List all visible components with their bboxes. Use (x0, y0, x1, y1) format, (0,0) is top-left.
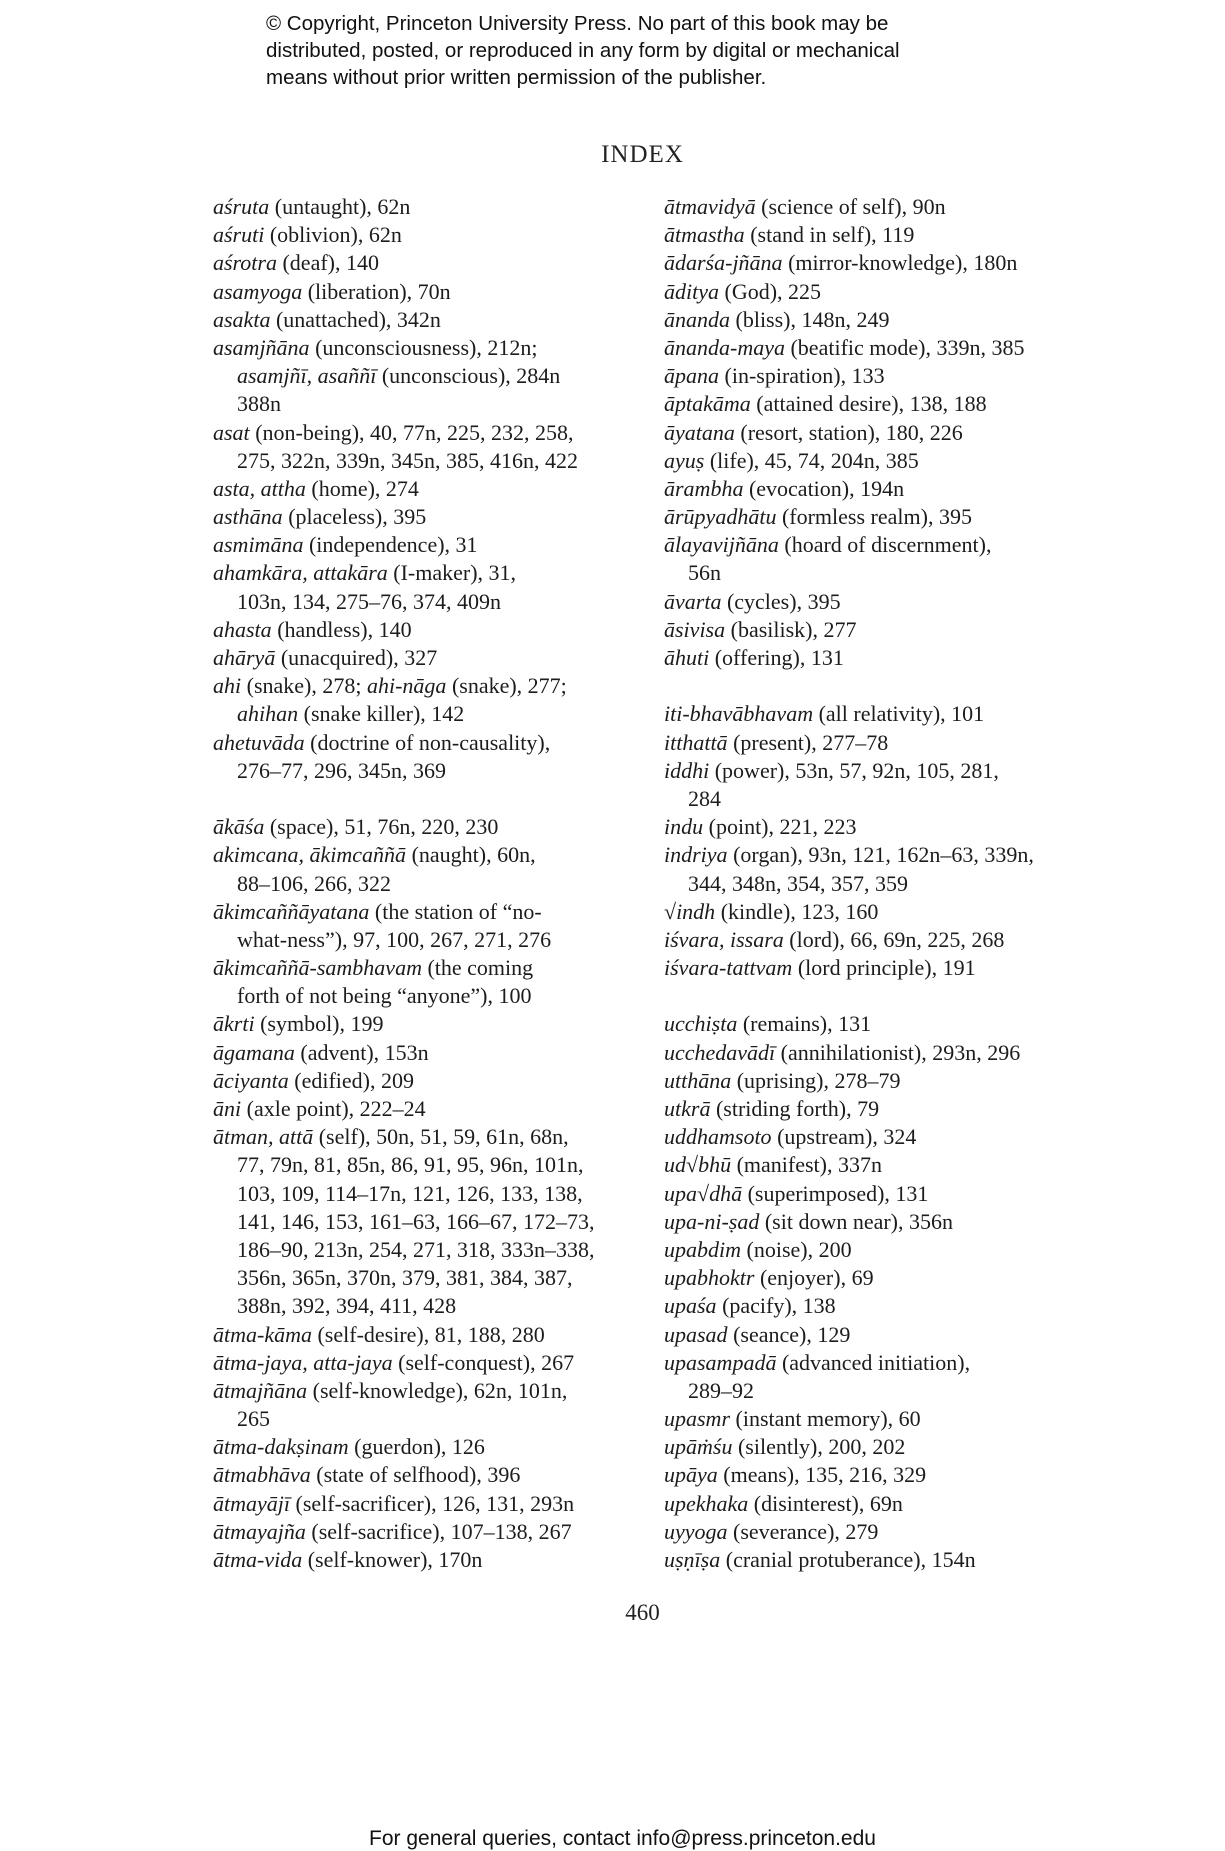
index-term: ātman, attā (213, 1124, 314, 1150)
index-entry (213, 1180, 643, 1208)
index-entry (213, 1010, 643, 1038)
index-refs: 284 (688, 785, 721, 811)
index-term: ahāryā (213, 645, 276, 670)
index-term: upāya (664, 1462, 718, 1488)
index-entry (213, 1236, 643, 1264)
index-term: uyyoga (664, 1518, 728, 1544)
index-refs: (advanced initiation), (776, 1349, 971, 1375)
index-entry (213, 870, 643, 898)
index-entry (664, 1264, 1094, 1292)
index-entry (213, 841, 643, 869)
index-term: ahihan (237, 701, 299, 727)
index-entry (213, 278, 643, 306)
index-entry (664, 841, 1094, 869)
index-term: uṣṇīṣa (664, 1547, 721, 1572)
index-refs: (all relativity), 101 (813, 701, 985, 727)
index-term: ucchiṣta (664, 1011, 738, 1037)
index-entry (664, 390, 1094, 418)
index-refs: 88–106, 266, 322 (237, 870, 391, 896)
index-refs: 56n (688, 560, 721, 586)
index-refs: 289–92 (688, 1377, 754, 1403)
index-refs: (unconscious), 284n (376, 363, 561, 389)
index-entry (213, 447, 643, 475)
index-entry (213, 1151, 643, 1179)
index-entry (213, 898, 643, 926)
index-refs: (oblivion), 62n (264, 222, 402, 248)
index-term: āpana (664, 363, 719, 389)
index-term: utkrā (664, 1096, 711, 1121)
index-term: ātmayājī (213, 1490, 290, 1516)
index-term: ahamkāra, attakāra (213, 560, 388, 586)
index-term: upāṁśu (664, 1434, 733, 1460)
index-term: āyatana (664, 419, 735, 445)
index-term: itthattā (664, 729, 728, 755)
index-column-right (664, 193, 1094, 1574)
index-refs: (self-knower), 170n (302, 1547, 483, 1572)
index-term: ātma-jaya, atta-jaya (213, 1349, 393, 1375)
index-term: asmimāna (213, 532, 304, 558)
index-entry (213, 249, 643, 277)
index-term: aśruti (213, 222, 265, 248)
blank-line (664, 672, 1094, 700)
index-term: upaśa (664, 1293, 717, 1319)
index-term: āgamana (213, 1039, 295, 1065)
index-term: ātma-vida (213, 1547, 303, 1572)
index-entry (664, 785, 1094, 813)
index-term: upasad (664, 1321, 728, 1347)
index-refs: 276–77, 296, 345n, 369 (237, 757, 446, 783)
index-refs: 186–90, 213n, 254, 271, 318, 333n–338, (237, 1236, 595, 1262)
index-term: √indh (664, 898, 716, 924)
index-term: ātmabhāva (213, 1462, 311, 1488)
footer-contact: For general queries, contact info@press.princeton.edu (369, 1827, 876, 1850)
index-entry (664, 1321, 1094, 1349)
index-refs: (self-conquest), 267 (392, 1349, 575, 1375)
index-refs: (naught), 60n, (406, 842, 536, 868)
index-refs: (I-maker), 31, (387, 560, 517, 586)
index-refs: 275, 322n, 339n, 345n, 385, 416n, 422 (237, 447, 578, 473)
index-term: ādarśa-jñāna (664, 250, 783, 276)
index-entry (213, 1039, 643, 1067)
index-entry (664, 1180, 1094, 1208)
index-refs: (lord), 66, 69n, 225, 268 (783, 926, 1005, 952)
index-entry (213, 531, 643, 559)
index-refs: (in-spiration), 133 (719, 363, 885, 389)
index-refs: 265 (237, 1406, 270, 1432)
index-entry (213, 306, 643, 334)
index-refs: (self-sacrificer), 126, 131, 293n (290, 1490, 575, 1516)
index-term: asamyoga (213, 278, 303, 304)
index-term: indu (664, 814, 704, 840)
index-refs: (sit down near), 356n (759, 1208, 954, 1234)
index-refs: (formless realm), 395 (776, 504, 972, 530)
index-refs: (guerdon), 126 (348, 1434, 485, 1460)
index-term: ātmajñāna (213, 1377, 308, 1403)
index-entry (213, 813, 643, 841)
page-title: INDEX (601, 141, 684, 168)
index-entry (664, 306, 1094, 334)
index-entry (213, 1067, 643, 1095)
index-entry (213, 757, 643, 785)
index-term: ānanda (664, 306, 730, 332)
index-term: ākāśa (213, 814, 265, 840)
index-refs: (self-sacrifice), 107–138, 267 (305, 1518, 572, 1544)
index-entry (664, 249, 1094, 277)
index-refs: (kindle), 123, 160 (715, 898, 879, 924)
index-column-left (213, 193, 643, 1574)
index-refs: what-ness”), 97, 100, 267, 271, 276 (237, 926, 552, 952)
index-refs: (enjoyer), 69 (754, 1265, 874, 1291)
index-entry (213, 616, 643, 644)
index-entry (664, 700, 1094, 728)
index-term: āsivisa (664, 616, 726, 642)
index-entry (213, 1490, 643, 1518)
index-term: ānanda-maya (664, 334, 785, 360)
index-refs: (liberation), 70n (302, 278, 451, 304)
index-entry (213, 193, 643, 221)
index-refs: (lord principle), 191 (792, 955, 976, 981)
index-entry (664, 1123, 1094, 1151)
index-entry (213, 954, 643, 982)
index-refs: (seance), 129 (727, 1321, 851, 1347)
index-entry (664, 1518, 1094, 1546)
index-refs: (non-being), 40, 77n, 225, 232, 258, (249, 419, 574, 445)
copyright-line: means without prior written permission of the publisher. (266, 66, 767, 89)
index-entry (664, 954, 1094, 982)
index-entry (213, 729, 643, 757)
index-refs: (remains), 131 (737, 1011, 872, 1037)
index-refs: (point), 221, 223 (703, 814, 857, 840)
index-term: āni (213, 1096, 242, 1121)
index-term: iddhi (664, 757, 710, 783)
index-entry (664, 531, 1094, 559)
index-entry (213, 1264, 643, 1292)
index-entry (213, 1349, 643, 1377)
index-refs: 141, 146, 153, 161–63, 166–67, 172–73, (237, 1208, 595, 1234)
index-entry (664, 644, 1094, 672)
index-term: aśruta (213, 194, 270, 219)
index-term: ātma-kāma (213, 1321, 312, 1347)
index-refs: (mirror-knowledge), 180n (782, 250, 1018, 276)
index-refs: (instant memory), 60 (730, 1406, 921, 1432)
index-term: aśrotra (213, 250, 277, 276)
index-refs: (hoard of discernment), (778, 532, 992, 558)
index-refs: (self-knowledge), 62n, 101n, (307, 1377, 568, 1403)
index-refs: (beatific mode), 339n, 385 (784, 334, 1025, 360)
index-entry (664, 1208, 1094, 1236)
index-term: upa√dhā (664, 1180, 743, 1206)
index-entry (213, 1123, 643, 1151)
index-term: ārambha (664, 475, 744, 501)
index-refs: 103n, 134, 275–76, 374, 409n (237, 588, 501, 614)
index-term: asta, attha (213, 475, 306, 501)
index-term: ātmastha (664, 222, 745, 248)
index-term: ātmayajña (213, 1518, 306, 1544)
index-refs: (the coming (421, 955, 534, 981)
blank-line (664, 982, 1094, 1010)
index-refs: (bliss), 148n, 249 (730, 306, 890, 332)
index-entry (664, 1490, 1094, 1518)
index-refs: 103, 109, 114–17n, 121, 126, 133, 138, (237, 1180, 583, 1206)
index-entry (664, 475, 1094, 503)
index-refs: (placeless), 395 (282, 504, 427, 530)
index-refs: (annihilationist), 293n, 296 (775, 1039, 1021, 1065)
index-term: ākrti (213, 1011, 255, 1037)
index-term: ātmavidyā (664, 194, 756, 219)
index-entry (213, 334, 643, 362)
page-number: 460 (625, 1600, 660, 1625)
index-refs: (disinterest), 69n (748, 1490, 903, 1516)
index-refs: 388n, 392, 394, 411, 428 (237, 1293, 457, 1319)
index-entry (213, 390, 643, 418)
index-entry (213, 700, 643, 728)
index-refs: (noise), 200 (741, 1236, 852, 1262)
index-refs: (untaught), 62n (269, 194, 411, 219)
index-entry (664, 278, 1094, 306)
index-refs: (silently), 200, 202 (732, 1434, 906, 1460)
index-entry (664, 757, 1094, 785)
index-entry (664, 1349, 1094, 1377)
index-term: indriya (664, 842, 728, 868)
index-refs: (means), 135, 216, 329 (717, 1462, 927, 1488)
index-entry (664, 1546, 1094, 1574)
index-entry (664, 926, 1094, 954)
index-refs: (advent), 153n (294, 1039, 429, 1065)
index-term: ālayavijñāna (664, 532, 779, 558)
index-entry (213, 475, 643, 503)
index-refs: (self-desire), 81, 188, 280 (311, 1321, 545, 1347)
index-term: upa-ni-ṣad (664, 1208, 760, 1234)
index-refs: 356n, 365n, 370n, 379, 381, 384, 387, (237, 1265, 573, 1291)
index-entry (664, 588, 1094, 616)
index-refs: (cranial protuberance), 154n (720, 1547, 976, 1572)
index-term: iśvara-tattvam (664, 955, 793, 981)
index-term: iti-bhavābhavam (664, 701, 814, 727)
index-term: ārūpyadhātu (664, 504, 777, 530)
index-entry (213, 1518, 643, 1546)
index-term: ahetuvāda (213, 729, 305, 755)
index-entry (213, 1433, 643, 1461)
index-term: upekhaka (664, 1490, 749, 1516)
index-term: asakta (213, 306, 271, 332)
index-refs: (offering), 131 (709, 645, 844, 670)
index-term: āhuti (664, 645, 710, 670)
index-refs: (power), 53n, 57, 92n, 105, 281, (709, 757, 999, 783)
index-refs: (resort, station), 180, 226 (734, 419, 963, 445)
index-refs: (the station of “no- (369, 898, 542, 924)
index-term: uddhamsoto (664, 1124, 772, 1150)
index-entry (664, 193, 1094, 221)
index-refs: (axle point), 222–24 (241, 1096, 426, 1121)
index-term: ākimcaññā-sambhavam (213, 955, 422, 981)
index-refs: (snake), 277; (446, 673, 567, 699)
index-term: asamjñī, asaññī (237, 363, 377, 389)
index-entry (664, 419, 1094, 447)
index-entry (213, 1405, 643, 1433)
index-term: upasmr (664, 1406, 731, 1432)
index-refs: (state of selfhood), 396 (310, 1462, 521, 1488)
index-refs: (attained desire), 138, 188 (750, 391, 987, 417)
index-refs: (unacquired), 327 (275, 645, 438, 670)
index-refs: (self), 50n, 51, 59, 61n, 68n, (313, 1124, 569, 1150)
index-entry (664, 559, 1094, 587)
index-entry (664, 503, 1094, 531)
index-term: iśvara, issara (664, 926, 784, 952)
index-refs: 344, 348n, 354, 357, 359 (688, 870, 908, 896)
index-refs: (independence), 31 (303, 532, 478, 558)
index-term: upabdim (664, 1236, 741, 1262)
index-entry (213, 221, 643, 249)
index-entry (664, 1010, 1094, 1038)
index-entry (213, 1461, 643, 1489)
index-refs: forth of not being “anyone”), 100 (237, 983, 532, 1009)
index-entry (213, 1292, 643, 1320)
index-entry (664, 362, 1094, 390)
index-entry (213, 362, 643, 390)
index-entry (213, 1208, 643, 1236)
index-refs: (home), 274 (305, 475, 419, 501)
index-entry (664, 616, 1094, 644)
index-term: ahi-nāga (366, 673, 447, 699)
index-refs: (organ), 93n, 121, 162n–63, 339n, (727, 842, 1034, 868)
index-entry (213, 644, 643, 672)
index-entry (213, 1095, 643, 1123)
index-refs: (unattached), 342n (270, 306, 441, 332)
index-term: asamjñāna (213, 334, 310, 360)
index-term: āditya (664, 278, 719, 304)
index-entry (664, 898, 1094, 926)
index-entry (664, 1151, 1094, 1179)
index-entry (664, 1292, 1094, 1320)
index-entry (664, 813, 1094, 841)
index-term: upabhoktr (664, 1265, 755, 1291)
index-refs: (symbol), 199 (254, 1011, 384, 1037)
index-entry (664, 1067, 1094, 1095)
index-refs: (doctrine of non-causality), (304, 729, 551, 755)
copyright-line: distributed, posted, or reproduced in any form by digital or mechanical (266, 39, 900, 62)
index-term: ahi (213, 673, 242, 699)
index-entry (213, 1377, 643, 1405)
index-entry (213, 1321, 643, 1349)
index-refs: (upstream), 324 (771, 1124, 917, 1150)
index-entry (664, 221, 1094, 249)
index-entry (664, 447, 1094, 475)
index-entry (664, 334, 1094, 362)
index-term: upasampadā (664, 1349, 777, 1375)
index-entry (664, 1405, 1094, 1433)
index-refs: (pacify), 138 (716, 1293, 836, 1319)
index-entry (213, 588, 643, 616)
index-term: akimcana, ākimcaññā (213, 842, 407, 868)
index-term: āciyanta (213, 1067, 289, 1093)
index-refs: (snake killer), 142 (298, 701, 465, 727)
index-refs: (uprising), 278–79 (731, 1067, 901, 1093)
index-entry (664, 1377, 1094, 1405)
index-refs: 77, 79n, 81, 85n, 86, 91, 95, 96n, 101n, (237, 1152, 584, 1178)
index-refs: (severance), 279 (727, 1518, 879, 1544)
index-refs: (superimposed), 131 (742, 1180, 929, 1206)
index-entry (213, 1546, 643, 1574)
index-entry (213, 419, 643, 447)
index-term: asthāna (213, 504, 283, 530)
index-term: ucchedavādī (664, 1039, 776, 1065)
index-term: utthāna (664, 1067, 732, 1093)
index-entry (664, 1095, 1094, 1123)
index-entry (664, 1039, 1094, 1067)
index-entry (213, 559, 643, 587)
index-refs: (striding forth), 79 (710, 1096, 880, 1121)
index-refs: (evocation), 194n (743, 475, 905, 501)
index-refs: (stand in self), 119 (744, 222, 915, 248)
index-refs: (unconsciousness), 212n; (309, 334, 538, 360)
index-refs: (cycles), 395 (721, 588, 841, 614)
index-term: ahasta (213, 616, 272, 642)
index-refs: (handless), 140 (271, 616, 412, 642)
blank-line (213, 785, 643, 813)
index-entry (664, 729, 1094, 757)
index-refs: (manifest), 337n (731, 1152, 882, 1178)
index-entry (213, 672, 643, 700)
index-term: āptakāma (664, 391, 751, 417)
index-entry (664, 870, 1094, 898)
index-entry (664, 1433, 1094, 1461)
index-term: ākimcaññāyatana (213, 898, 370, 924)
index-entry (213, 982, 643, 1010)
index-refs: (God), 225 (719, 278, 822, 304)
index-refs: (life), 45, 74, 204n, 385 (704, 447, 919, 473)
index-entry (664, 1461, 1094, 1489)
index-term: ayuṣ (664, 447, 705, 473)
index-refs: (deaf), 140 (276, 250, 379, 276)
index-refs: (snake), 278; (241, 673, 367, 699)
index-term: ud√bhū (664, 1152, 732, 1178)
index-entry (664, 1236, 1094, 1264)
index-refs: (edified), 209 (288, 1067, 414, 1093)
index-term: ātma-dakṣinam (213, 1434, 349, 1460)
index-refs: (present), 277–78 (727, 729, 889, 755)
index-refs: 388n (237, 391, 281, 417)
index-entry (213, 926, 643, 954)
copyright-line: © Copyright, Princeton University Press. No part of this book may be (266, 12, 889, 35)
index-refs: (basilisk), 277 (725, 616, 857, 642)
index-term: asat (213, 419, 250, 445)
index-refs: (science of self), 90n (755, 194, 946, 219)
index-term: āvarta (664, 588, 722, 614)
index-refs: (space), 51, 76n, 220, 230 (264, 814, 499, 840)
copyright-notice (266, 10, 1026, 91)
index-entry (213, 503, 643, 531)
